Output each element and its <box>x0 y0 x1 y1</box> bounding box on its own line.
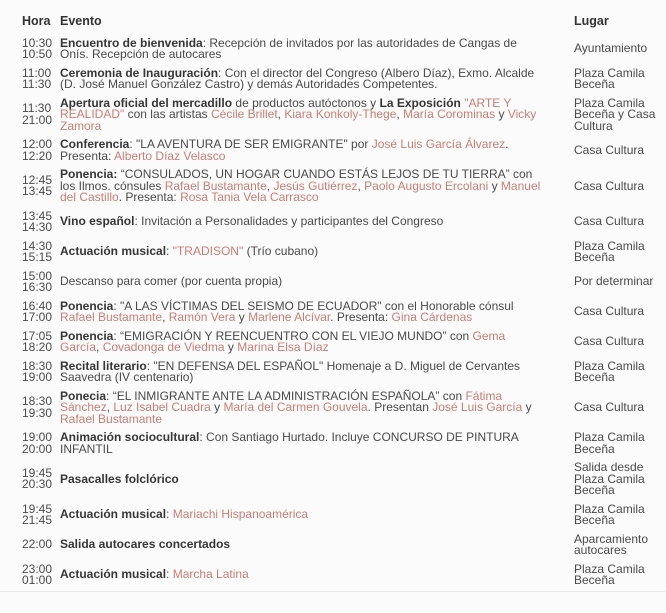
time-value: 12:45 <box>22 172 53 187</box>
event-location: Aparcamiento autocares <box>574 531 649 557</box>
event-text: y <box>488 178 501 193</box>
header-lugar: Lugar <box>574 14 609 28</box>
event-text: : <box>166 567 173 582</box>
time-value: 23:00 <box>22 561 53 576</box>
event-text: : “EMIGRACIÓN Y REENCUENTRO CON EL VIEJO MUNDO” con <box>113 328 473 343</box>
event-title: Ceremonia de Inauguración <box>60 65 219 80</box>
event-link[interactable]: Covadonga de Viedma <box>102 340 225 354</box>
event-location: Salida desde Plaza Camila Beceña <box>574 460 645 497</box>
event-title: Apertura oficial del mercadillo <box>60 95 233 110</box>
event-title: Actuación musical <box>60 567 167 582</box>
event-text: de productos autóctonos y <box>232 95 380 110</box>
time-value: 12:20 <box>22 148 53 163</box>
event-description <box>60 136 564 166</box>
event-time <box>0 166 60 208</box>
event-link[interactable]: María del Carmen Gouvela <box>223 400 368 414</box>
time-value: 19:45 <box>22 501 53 516</box>
event-link[interactable]: "TRADISON" <box>172 244 244 259</box>
event-title: Ponencia <box>60 298 114 313</box>
time-value: 22:00 <box>22 537 53 552</box>
table-row <box>0 298 666 328</box>
header-evento: Evento <box>60 14 102 28</box>
event-text: con las artistas <box>124 107 211 121</box>
event-link[interactable]: Marcha Latina <box>172 567 249 582</box>
event-location: Por determinar <box>574 274 654 289</box>
time-value: 19:00 <box>22 370 53 384</box>
event-text: y <box>224 340 238 354</box>
time-value: 16:30 <box>22 280 53 294</box>
schedule-body <box>0 35 666 592</box>
event-link[interactable]: Manuel del Castillo <box>60 178 541 204</box>
event-title: Salida autocares concertados <box>60 537 231 552</box>
event-time <box>0 429 60 459</box>
time-value: 18:30 <box>22 358 53 373</box>
time-value: 20:30 <box>22 477 53 492</box>
event-text: Descanso para comer (por cuenta propia) <box>60 274 283 289</box>
event-text: (Trío cubano) <box>243 244 319 259</box>
table-row <box>0 531 666 561</box>
event-title: La Exposición <box>379 95 461 110</box>
time-value: 15:15 <box>22 250 53 264</box>
event-time <box>0 95 60 137</box>
event-text: : "EN DEFENSA DEL ESPAÑOL" Homenaje a D. Miguel de Cervantes Saavedra (IV centenario) <box>60 358 521 384</box>
event-text: , <box>357 178 365 193</box>
event-location: Casa Cultura <box>574 400 645 414</box>
event-description <box>60 208 564 238</box>
event-text: : “EL INMIGRANTE ANTE LA ADMINISTRACIÓN ESPAÑOLA” con <box>106 388 466 403</box>
event-description <box>60 95 564 137</box>
table-row <box>0 388 666 430</box>
event-location: Plaza Camila Beceña <box>574 501 645 527</box>
event-text: , <box>162 310 169 324</box>
table-row <box>0 459 666 501</box>
event-title: Animación sociocultural <box>60 430 200 444</box>
event-link[interactable]: Rafael Bustamante <box>60 411 163 426</box>
event-location: Plaza Camila Beceña <box>574 358 645 384</box>
event-description <box>60 531 564 561</box>
event-text: : Con Santiago Hurtado. Incluye CONCURSO DE PINTURA INFANTIL <box>60 430 519 456</box>
event-text: y <box>235 310 249 324</box>
time-value: 19:45 <box>22 465 53 480</box>
event-description <box>60 166 564 208</box>
time-value: 19:30 <box>22 405 53 420</box>
event-description <box>60 298 564 328</box>
event-link[interactable]: Rafael Bustamante <box>60 310 163 324</box>
event-link[interactable]: Kiara Konkoly-Thege <box>284 107 397 121</box>
table-row <box>0 358 666 388</box>
event-text: : Con el director del Congreso (Albero Díaz), Exmo. Alcalde (D. José Manuel González Castro) y demás Autoridades Competentes. <box>60 65 535 91</box>
event-text: , <box>396 107 404 121</box>
event-description <box>60 388 564 430</box>
event-description <box>60 561 564 592</box>
event-link[interactable]: Vicky Zamora <box>60 107 537 133</box>
event-title: Encuentro de bienvenida <box>60 35 203 50</box>
event-location: Plaza Camila Beceña <box>574 430 645 456</box>
schedule-table <box>0 13 666 592</box>
event-location: Casa Cultura <box>574 214 645 229</box>
event-text: , <box>106 400 114 414</box>
event-description <box>60 501 564 531</box>
event-text: : <box>166 244 173 259</box>
time-value: 15:00 <box>22 268 53 283</box>
event-description <box>60 328 564 358</box>
event-location: Ayuntamiento <box>574 41 648 56</box>
event-link[interactable]: Jesús Gutiérrez <box>273 178 358 193</box>
event-title: Ponencia: <box>60 167 118 181</box>
table-row <box>0 95 666 137</box>
table-row <box>0 65 666 95</box>
event-text: “CONSULADOS, UN HOGAR CUANDO ESTÁS LEJOS DE TU TIERRA” con los Ilmos. cónsules <box>60 167 533 193</box>
event-description <box>60 238 564 268</box>
event-time <box>0 561 60 592</box>
event-link[interactable]: Rosa Tania Vela Carrasco <box>180 190 319 204</box>
event-link[interactable]: "ARTE Y REALIDAD" <box>60 95 512 121</box>
event-text: : <box>166 507 173 522</box>
event-link[interactable]: José Luis García Álvarez <box>371 137 506 151</box>
event-time <box>0 136 60 166</box>
event-time <box>0 65 60 95</box>
time-value: 11:30 <box>22 77 52 91</box>
table-row <box>0 166 666 208</box>
event-title: Pasacalles folclórico <box>60 471 179 486</box>
event-time <box>0 328 60 358</box>
event-text: . Presenta: <box>60 137 509 163</box>
event-text: , <box>277 107 285 121</box>
time-value: 21:00 <box>22 112 53 127</box>
event-description <box>60 65 564 95</box>
event-text: y <box>210 400 224 414</box>
event-title: Vino español <box>60 214 135 229</box>
event-link[interactable]: María Corominas <box>403 107 496 121</box>
event-time <box>0 208 60 238</box>
time-value: 11:00 <box>22 65 52 80</box>
event-time <box>0 268 60 298</box>
time-value: 18:30 <box>22 394 53 409</box>
time-value: 14:30 <box>22 238 53 253</box>
time-value: 13:45 <box>22 184 53 199</box>
event-time <box>0 459 60 501</box>
event-title: Ponecia <box>60 388 107 403</box>
event-link[interactable]: Marlene Alcívar <box>248 310 331 324</box>
time-value: 10:30 <box>22 35 53 50</box>
event-title: Actuación musical <box>60 244 167 259</box>
event-text: : "A LAS VÍCTIMAS DEL SEISMO DE ECUADOR" con el Honorable cónsul <box>113 298 514 313</box>
time-value: 19:00 <box>22 430 53 444</box>
event-title: Actuación musical <box>60 507 167 522</box>
event-link[interactable]: José Luis García <box>432 400 523 414</box>
event-text: . Presentan <box>367 400 433 414</box>
event-time <box>0 358 60 388</box>
table-row <box>0 238 666 268</box>
event-text: y <box>522 400 532 414</box>
table-row <box>0 136 666 166</box>
time-value: 10:50 <box>22 47 53 61</box>
event-description <box>60 268 564 298</box>
event-link[interactable]: Gema García <box>60 328 506 354</box>
event-title: Recital literario <box>60 358 147 373</box>
event-text: : Invitación a Personalidades y participantes del Congreso <box>134 214 444 229</box>
header-hora: Hora <box>22 14 51 28</box>
event-time <box>0 298 60 328</box>
time-value: 14:30 <box>22 220 53 234</box>
event-location: Plaza Camila Beceña y Casa Cultura <box>574 95 656 133</box>
event-location: Plaza Camila Beceña <box>574 65 645 91</box>
event-description <box>60 35 564 65</box>
event-link[interactable]: Mariachi Hispanoamérica <box>172 507 309 522</box>
time-value: 18:20 <box>22 340 53 354</box>
event-link[interactable]: Alberto Díaz Velasco <box>114 148 226 163</box>
time-value: 16:40 <box>22 298 53 313</box>
event-description <box>60 459 564 501</box>
time-value: 13:45 <box>22 208 53 223</box>
event-link[interactable]: Fátima Sánchez <box>60 388 503 414</box>
time-value: 17:00 <box>22 310 53 324</box>
event-location: Casa Cultura <box>574 142 645 157</box>
time-value: 12:00 <box>22 137 53 151</box>
event-time <box>0 531 60 561</box>
event-location: Plaza Camila Beceña <box>574 561 645 587</box>
event-text: : "LA AVENTURA DE SER EMIGRANTE" por <box>129 137 372 151</box>
table-row <box>0 208 666 238</box>
time-value: 11:30 <box>22 101 52 116</box>
event-link[interactable]: Marina Elsa Díaz <box>237 340 329 354</box>
event-description <box>60 429 564 459</box>
time-value: 21:45 <box>22 513 53 527</box>
table-row <box>0 429 666 459</box>
time-value: 17:05 <box>22 328 53 343</box>
event-text: , <box>266 178 274 193</box>
event-text: y <box>495 107 508 121</box>
time-value: 01:00 <box>22 573 53 587</box>
table-row <box>0 561 666 592</box>
event-title: Conferencia <box>60 137 130 151</box>
event-link[interactable]: Paolo Augusto Ercolani <box>364 178 489 193</box>
event-location: Plaza Camila Beceña <box>574 238 645 264</box>
event-link[interactable]: Gina Cárdenas <box>391 310 473 324</box>
event-text: . Presenta: <box>118 190 181 204</box>
event-link[interactable]: Rafael Bustamante <box>164 178 267 193</box>
event-link[interactable]: Luz Isabel Cuadra <box>113 400 211 414</box>
event-text: : Recepción de invitados por las autoridades de Cangas de Onís. Recepción de autocares <box>60 35 517 61</box>
event-location: Casa Cultura <box>574 334 645 349</box>
event-time <box>0 238 60 268</box>
event-title: Ponencia <box>60 328 114 343</box>
event-time <box>0 35 60 65</box>
event-time <box>0 388 60 430</box>
table-row <box>0 35 666 65</box>
table-row <box>0 268 666 298</box>
event-text: , <box>96 340 103 354</box>
header-row <box>0 13 666 35</box>
table-row <box>0 501 666 531</box>
event-location: Casa Cultura <box>574 304 645 319</box>
event-description <box>60 358 564 388</box>
table-row <box>0 328 666 358</box>
event-link[interactable]: Cécile Brillet <box>210 107 278 121</box>
event-location: Casa Cultura <box>574 178 645 193</box>
event-link[interactable]: Ramón Vera <box>168 310 236 324</box>
time-value: 20:00 <box>22 441 53 456</box>
event-time <box>0 501 60 531</box>
event-text: . Presenta: <box>330 310 392 324</box>
schedule-header <box>0 13 666 35</box>
